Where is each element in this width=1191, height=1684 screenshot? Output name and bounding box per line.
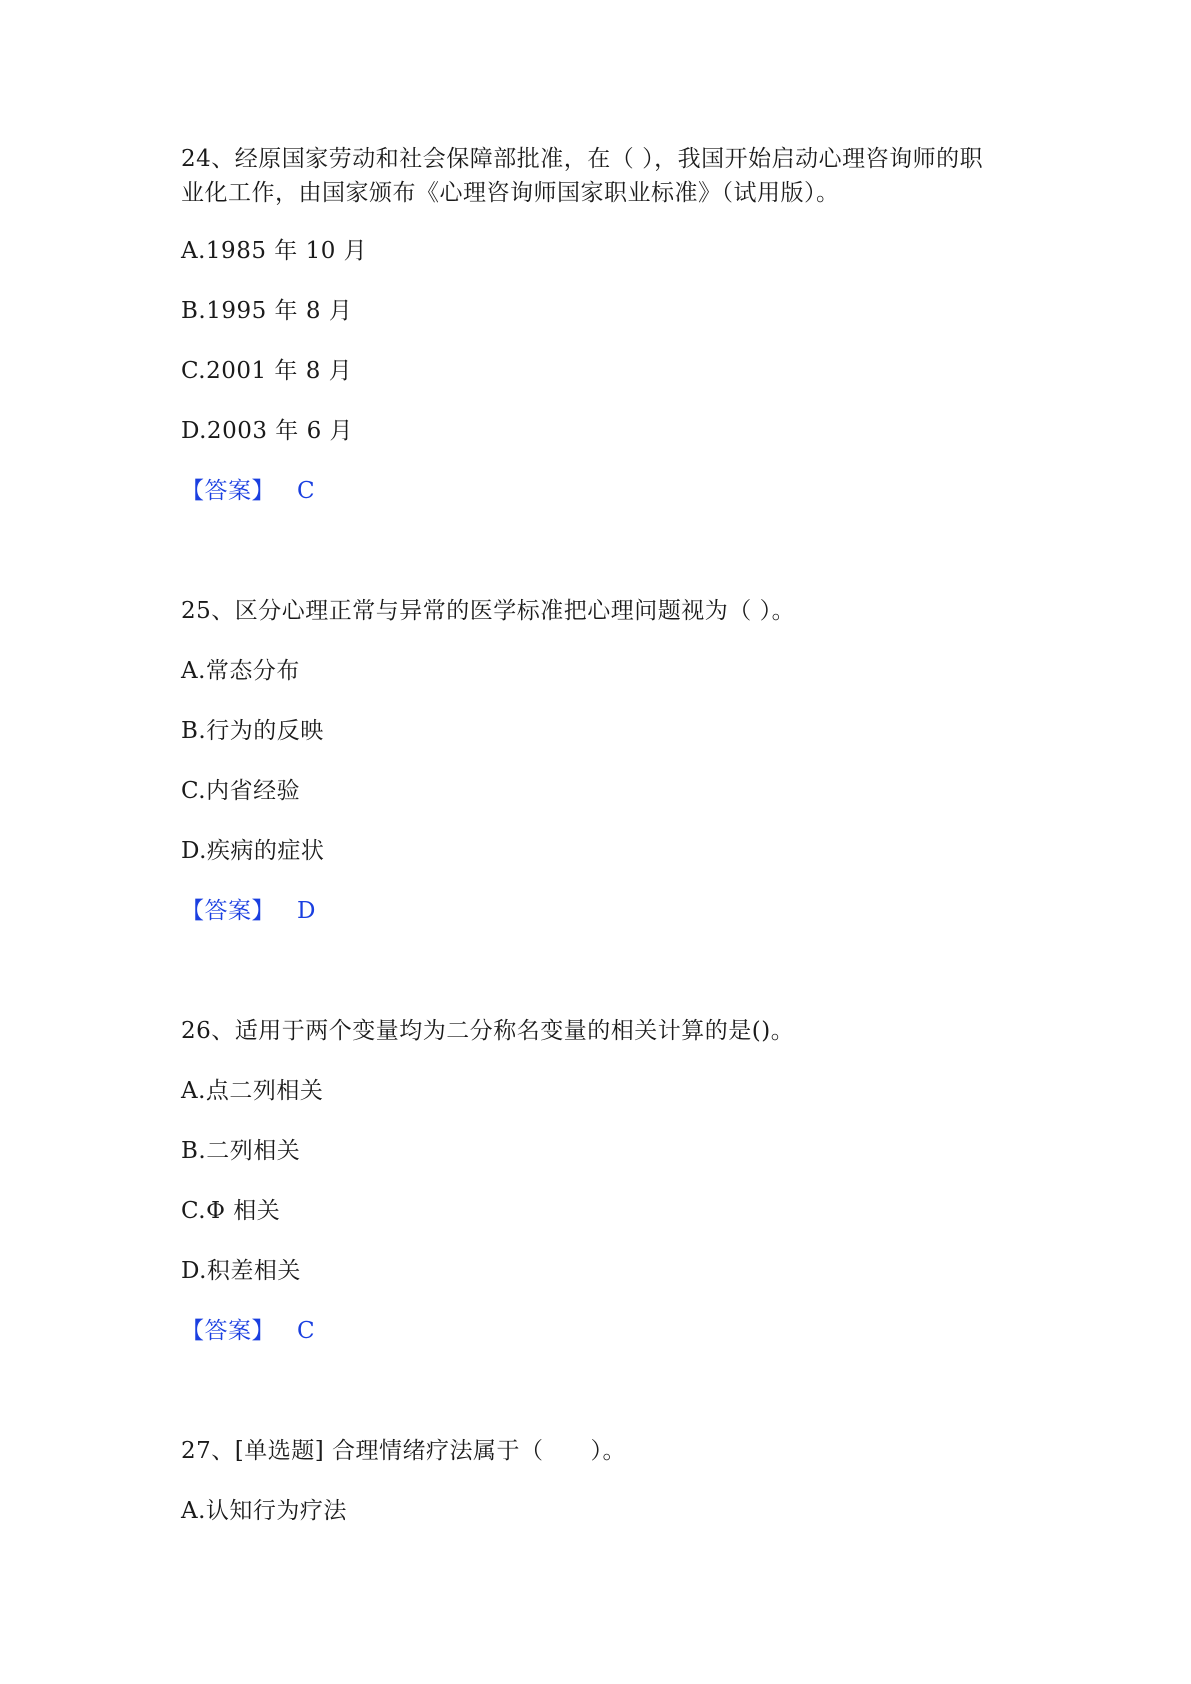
answer-line: [181, 1316, 315, 1346]
option-b: B.二列相关: [181, 1138, 301, 1164]
option-d: D.2003 年 6 月: [181, 418, 354, 444]
answer-label: 【答案】: [181, 478, 275, 504]
question-stem: 业化工作，由国家颁布《心理咨询师国家职业标准》（试用版）。: [181, 180, 840, 206]
answer-label: 【答案】: [181, 898, 275, 924]
option-d: D.积差相关: [181, 1258, 301, 1284]
question-stem: 26、适用于两个变量均为二分称名变量的相关计算的是()。: [181, 1018, 795, 1044]
option-c: C.Φ 相关: [181, 1198, 281, 1224]
answer-label: 【答案】: [181, 1318, 275, 1344]
answer-line: [181, 476, 315, 506]
answer-value: C: [297, 1318, 316, 1344]
option-b: B.1995 年 8 月: [181, 298, 353, 324]
option-a: A.常态分布: [181, 658, 300, 684]
question-stem: 24、经原国家劳动和社会保障部批准，在（ ），我国开始启动心理咨询师的职: [181, 146, 984, 172]
option-a: A.认知行为疗法: [181, 1498, 347, 1524]
option-b: B.行为的反映: [181, 718, 324, 744]
option-c: C.2001 年 8 月: [181, 358, 353, 384]
question-stem: 27、[单选题] 合理情绪疗法属于（ ）。: [181, 1438, 627, 1464]
option-d: D.疾病的症状: [181, 838, 325, 864]
option-c: C.内省经验: [181, 778, 301, 804]
option-a: A.1985 年 10 月: [181, 238, 368, 264]
answer-value: C: [297, 478, 316, 504]
question-stem: 25、区分心理正常与异常的医学标准把心理问题视为（ ）。: [181, 598, 796, 624]
option-a: A.点二列相关: [181, 1078, 324, 1104]
answer-line: [181, 896, 316, 926]
answer-value: D: [297, 898, 316, 924]
